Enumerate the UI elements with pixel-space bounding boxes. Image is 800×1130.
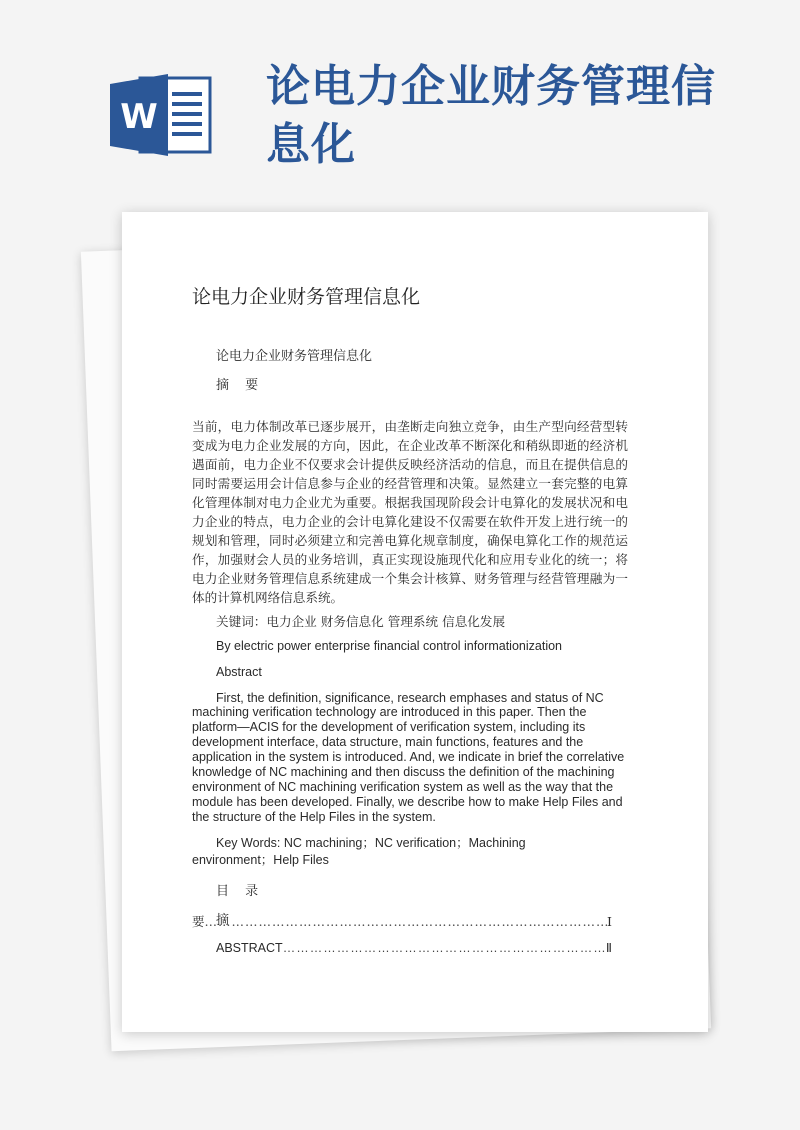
toc-leader — [283, 941, 606, 955]
english-title: By electric power enterprise financial control informationization — [216, 638, 562, 653]
document-subtitle: 论电力企业财务管理信息化 — [216, 349, 373, 364]
toc-entry-label: ABSTRACT — [216, 941, 283, 955]
toc-entry-head: 摘 — [216, 913, 230, 928]
toc-entry-page: Ⅰ — [607, 914, 612, 929]
english-keywords: Key Words: NC machining；NC verification；Machining environment；Help Files — [192, 835, 526, 867]
keywords-cn: 关键词：电力企业 财务信息化 管理系统 信息化发展 — [216, 613, 506, 629]
english-abstract-body: First, the definition, significance, research emphases and status of NC machining verification technology are introduced in this paper. Then the platform—ACIS for the development of verification system, including its development interface, data structure, main functions, features and the application in the system is introduced. And, we indicate in brief the correlative knowledge of NC machining and then discuss the definition of the machining environment of NC machining verification system as well as the way that the module has been developed. Finally, we describe how to make Help Files and the structure of the Help Files in the system. — [192, 690, 625, 824]
document-title: 论电力企业财务管理信息化 — [192, 286, 421, 308]
page-title: 论电力企业财务管理信息化 — [266, 61, 716, 170]
toc-entry — [192, 912, 612, 930]
word-logo-letter: W — [120, 97, 158, 137]
abstract-label: 摘 要 — [216, 378, 265, 393]
abstract-body: 当前，电力体制改革已逐步展开，由垄断走向独立竞争，由生产型向经营型转变成为电力企业发展的方向，因此，在企业改革不断深化和稍纵即逝的经济机遇面前，电力企业不仅要求会计提供反映经济活动的信息，而且在提供信息的同时需要运用会计信息参与企业的经营管理和决策。显然建立一套完整的电算化管理体制对电力企业尤为重要。根据我国现阶段会计电算化的发展状况和电力企业的特点，电力企业的会计电算化建设不仅需要在软件开发上进行统一的规划和管理，同时必须建立和完善电算化规章制度，确保电算化工作的规范运作，加强财会人员的业务培训，真正实现设施现代化和应用专业化的统一；将电力企业财务管理信息系统建成一个集会计核算、财务管理与经营管理融为一体的计算机网络信息系统。 — [192, 418, 628, 605]
word-document-icon — [110, 74, 214, 156]
toc-entry — [216, 940, 612, 955]
toc-label: 目 录 — [216, 884, 265, 899]
toc-entry-label: 要 — [192, 914, 205, 929]
english-abstract-label: Abstract — [216, 664, 262, 679]
toc-entry-page: Ⅱ — [605, 941, 612, 955]
toc-leader — [205, 914, 608, 929]
